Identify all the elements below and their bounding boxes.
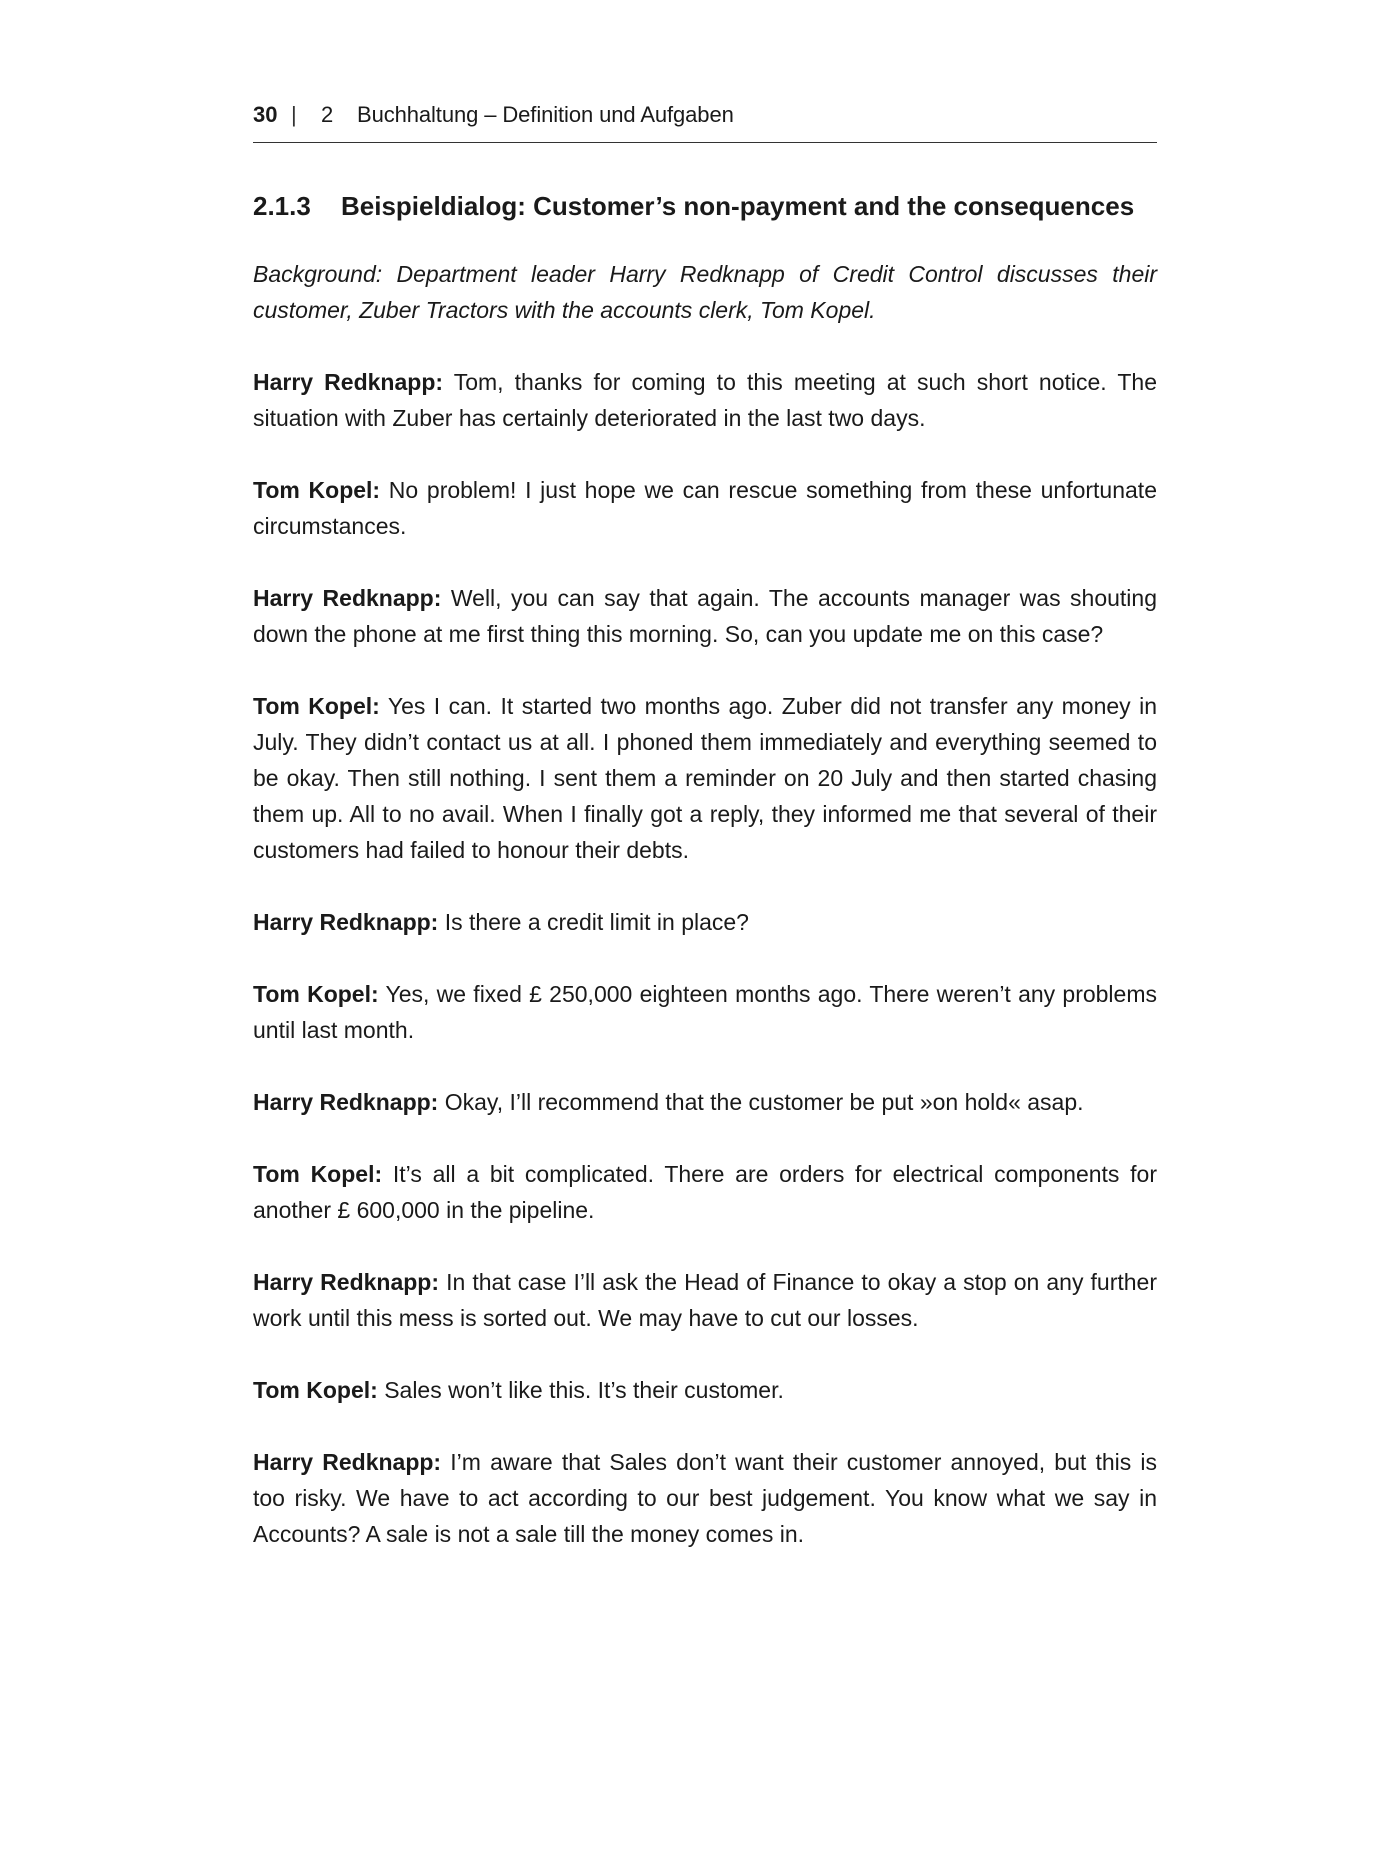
dialogue-turn (253, 472, 1157, 544)
speaker-name: Harry Redknapp: (253, 1269, 440, 1295)
background-note: Background: Department leader Harry Redknapp of Credit Control discusses their customer, Zuber Tractors with the accounts clerk, Tom Kopel. (253, 261, 1157, 323)
dialogue-turn (253, 976, 1157, 1048)
utterance-text: I’m aware that Sales don’t want their customer annoyed, but this is too risky. We have to act according to our best judgement. You know what we say in Accounts? A sale is not a sale till the money comes in. (253, 1449, 1158, 1547)
chapter-title: Buchhaltung – Definition und Aufgaben (357, 102, 734, 127)
dialogue-turn (253, 1372, 1157, 1408)
dialogue-list (253, 364, 1157, 1552)
section-title: Beispieldialog: Customer’s non-payment and the consequences (341, 191, 1135, 221)
dialogue-turn (253, 1084, 1157, 1120)
book-page (253, 102, 1157, 1552)
speaker-name: Tom Kopel: (253, 981, 379, 1007)
utterance-text: Sales won’t like this. It’s their customer. (384, 1377, 784, 1403)
utterance-text: Is there a credit limit in place? (444, 909, 749, 935)
utterance-text: Yes, we fixed £ 250,000 eighteen months ago. There weren’t any problems until last month. (253, 981, 1157, 1043)
section-heading (253, 191, 1157, 222)
dialogue-turn (253, 580, 1157, 652)
speaker-name: Harry Redknapp: (253, 1089, 439, 1115)
speaker-name: Harry Redknapp: (253, 909, 439, 935)
dialogue-turn (253, 904, 1157, 940)
speaker-name: Tom Kopel: (253, 693, 380, 719)
speaker-name: Tom Kopel: (253, 1377, 378, 1403)
utterance-text: Yes I can. It started two months ago. Zuber did not transfer any money in July. They didn’t contact us at all. I phoned them immediately and everything seemed to be okay. Then still nothing. I sent them a reminder on 20 July and then started chasing them up. All to no avail. When I finally got a reply, they informed me that several of their customers had failed to honour their debts. (253, 693, 1157, 863)
dialogue-turn (253, 1444, 1157, 1552)
speaker-name: Tom Kopel: (253, 1161, 383, 1187)
utterance-text: Tom, thanks for coming to this meeting at such short notice. The situation with Zuber has certainly deteriorated in the last two days. (253, 369, 1157, 431)
utterance-text: It’s all a bit complicated. There are orders for electrical components for another £ 600,000 in the pipeline. (253, 1161, 1157, 1223)
speaker-name: Harry Redknapp: (253, 369, 444, 395)
dialogue-turn (253, 1264, 1157, 1336)
dialogue-turn (253, 1156, 1157, 1228)
page-number: 30 (253, 102, 278, 127)
section-number: 2.1.3 (253, 191, 311, 221)
utterance-text: Okay, I’ll recommend that the customer be put »on hold« asap. (444, 1089, 1084, 1115)
utterance-text: Well, you can say that again. The accounts manager was shouting down the phone at me first thing this morning. So, can you update me on this case? (253, 585, 1158, 647)
utterance-text: No problem! I just hope we can rescue something from these unfortunate circumstances. (253, 477, 1157, 539)
speaker-name: Harry Redknapp: (253, 1449, 442, 1475)
dialogue-turn (253, 688, 1157, 868)
running-header (253, 102, 1157, 143)
header-separator: | (291, 102, 297, 127)
dialogue-turn (253, 364, 1157, 436)
speaker-name: Tom Kopel: (253, 477, 381, 503)
utterance-text: In that case I’ll ask the Head of Finance to okay a stop on any further work until this mess is sorted out. We may have to cut our losses. (253, 1269, 1158, 1331)
speaker-name: Harry Redknapp: (253, 585, 442, 611)
chapter-number: 2 (321, 102, 334, 127)
